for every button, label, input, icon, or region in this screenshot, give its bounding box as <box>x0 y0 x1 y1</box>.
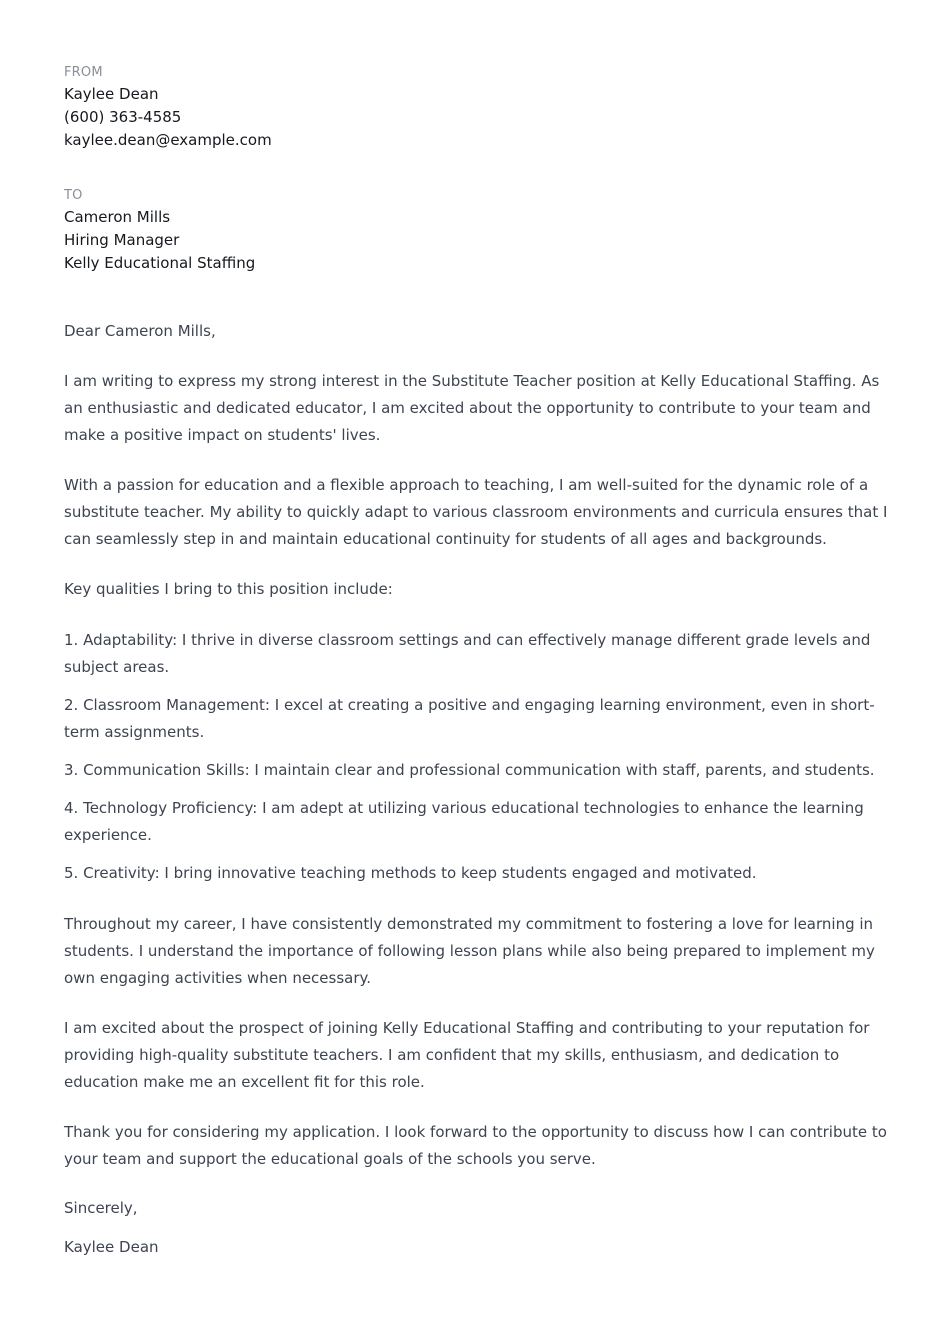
list-item: 5. Creativity: I bring innovative teaching methods to keep students engaged and motivated. <box>64 864 757 882</box>
signature: Kaylee Dean <box>64 1238 159 1256</box>
recipient-title: Hiring Manager <box>64 231 180 249</box>
thanks-paragraph: Thank you for considering my application. I look forward to the opportunity to discuss how I can contribute to your team and support the educational goals of the schools you serve. <box>64 1123 887 1168</box>
sender-block <box>64 65 890 152</box>
from-label: FROM <box>64 65 103 80</box>
to-label: TO <box>64 188 83 203</box>
sender-phone: (600) 363-4585 <box>64 108 182 126</box>
passion-paragraph: With a passion for education and a flexible approach to teaching, I am well-suited for the dynamic role of a substitute teacher. My ability to quickly adapt to various classroom environments and curricula ensures that I can seamlessly step in and maintain educational continuity for students of all ages and backgrounds. <box>64 476 888 548</box>
list-item: 4. Technology Proficiency: I am adept at utilizing various educational technologies to enhance the learning experience. <box>64 799 864 844</box>
list-item: 3. Communication Skills: I maintain clear and professional communication with staff, parents, and students. <box>64 761 875 779</box>
key-qualities-intro: Key qualities I bring to this position include: <box>64 580 393 598</box>
list-item: 2. Classroom Management: I excel at creating a positive and engaging learning environment, even in short-term assignments. <box>64 696 875 741</box>
career-paragraph: Throughout my career, I have consistently demonstrated my commitment to fostering a love for learning in students. I understand the importance of following lesson plans while also being prepared to implement my own engaging activities when necessary. <box>64 915 875 987</box>
recipient-company: Kelly Educational Staffing <box>64 254 256 272</box>
list-item: 1. Adaptability: I thrive in diverse classroom settings and can effectively manage different grade levels and subject areas. <box>64 631 871 676</box>
recipient-block <box>64 188 890 275</box>
salutation: Dear Cameron Mills, <box>64 322 216 340</box>
intro-paragraph: I am writing to express my strong interest in the Substitute Teacher position at Kelly Educational Staffing. As an enthusiastic and dedicated educator, I am excited about the opportunity to contribute to your team and make a positive impact on students' lives. <box>64 372 880 444</box>
sender-name: Kaylee Dean <box>64 85 159 103</box>
qualities-list <box>64 627 890 887</box>
recipient-name: Cameron Mills <box>64 208 171 226</box>
excited-paragraph: I am excited about the prospect of joining Kelly Educational Staffing and contributing to your reputation for providing high-quality substitute teachers. I am confident that my skills, enthusiasm, and dedication to education make me an excellent fit for this role. <box>64 1019 870 1091</box>
closing: Sincerely, <box>64 1199 138 1217</box>
sender-email: kaylee.dean@example.com <box>64 131 272 149</box>
